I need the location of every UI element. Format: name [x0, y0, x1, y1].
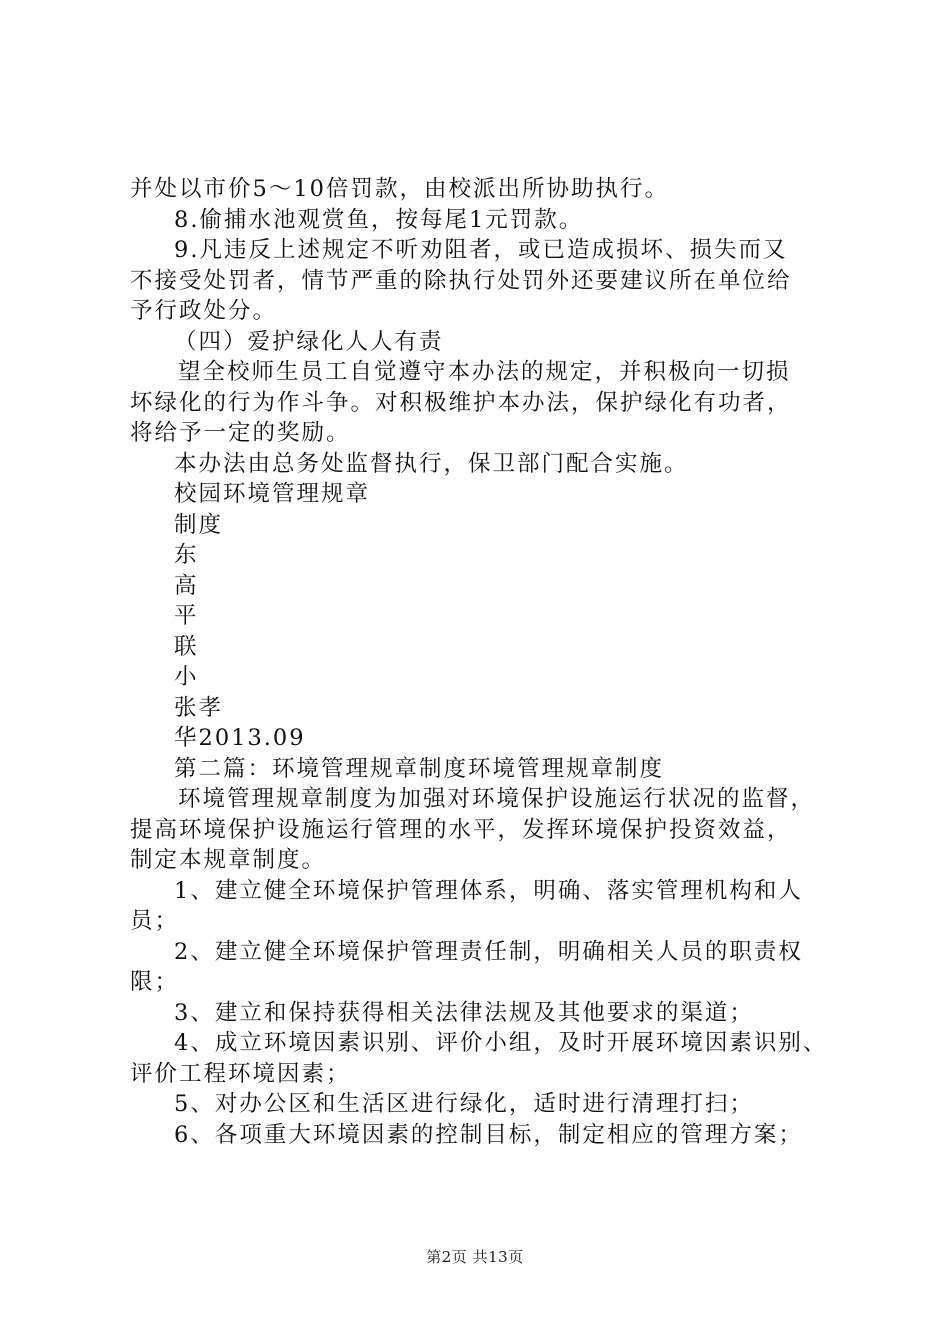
- text-line: 予行政处分。: [130, 298, 278, 324]
- text-line: 4、成立环境因素识别、评价小组，及时开展环境因素识别、: [174, 1030, 828, 1056]
- text-line: 望全校师生员工自觉遵守本办法的规定，并积极向一切损: [178, 359, 791, 385]
- text-line: 第二篇：环境管理规章制度环境管理规章制度: [174, 755, 665, 782]
- text-line: 限；: [130, 969, 180, 995]
- text-line: 3、建立和保持获得相关法律法规及其他要求的渠道；: [174, 999, 754, 1026]
- text-line: 8.偷捕水池观赏鱼，按每尾1元罚款。: [174, 206, 584, 233]
- text-line: 平: [174, 603, 199, 629]
- text-line: 5、对办公区和生活区进行绿化，适时进行清理打扫；: [174, 1091, 754, 1117]
- text-line: 9.凡违反上述规定不听劝阻者，或已造成损坏、损失而又: [174, 237, 788, 263]
- text-line: 高: [174, 572, 199, 599]
- text-line: 制定本规章制度。: [130, 847, 327, 873]
- text-line: 制度: [174, 511, 224, 538]
- text-line: （四）爱护绿化人人有责: [174, 328, 444, 355]
- text-line: 1、建立健全环境保护管理体系，明确、落实管理机构和人: [174, 877, 803, 904]
- text-line: 小: [174, 664, 199, 690]
- text-line: 本办法由总务处监督执行，保卫部门配合实施。: [174, 450, 689, 477]
- text-line: 不接受处罚者，情节严重的除执行处罚外还要建议所在单位给: [130, 267, 792, 294]
- page-footer: 第2页 共13页: [426, 1248, 524, 1266]
- text-line: 评价工程环境因素；: [130, 1060, 351, 1087]
- text-line: 坏绿化的行为作斗争。对积极维护本办法，保护绿化有功者，: [130, 389, 792, 416]
- text-line: 将给予一定的奖励。: [130, 420, 351, 446]
- text-line: 员；: [130, 908, 180, 934]
- text-line: 张孝: [174, 694, 224, 721]
- text-line: 校园环境管理规章: [174, 481, 371, 507]
- text-line: 6、各项重大环境因素的控制目标，制定相应的管理方案；: [174, 1121, 803, 1148]
- text-line: 提高环境保护设施运行管理的水平，发挥环境保护投资效益，: [130, 816, 792, 843]
- text-line: 环境管理规章制度为加强对环境保护设施运行状况的监督，: [178, 786, 816, 812]
- text-line: 东: [174, 542, 199, 568]
- text-line: 华2013.09: [174, 725, 306, 751]
- text-line: 联: [174, 633, 199, 660]
- document-body: [130, 174, 850, 1150]
- text-line: 并处以市价5～10倍罚款，由校派出所协助执行。: [130, 176, 669, 202]
- text-line: 2、建立健全环境保护管理责任制，明确相关人员的职责权: [174, 938, 803, 965]
